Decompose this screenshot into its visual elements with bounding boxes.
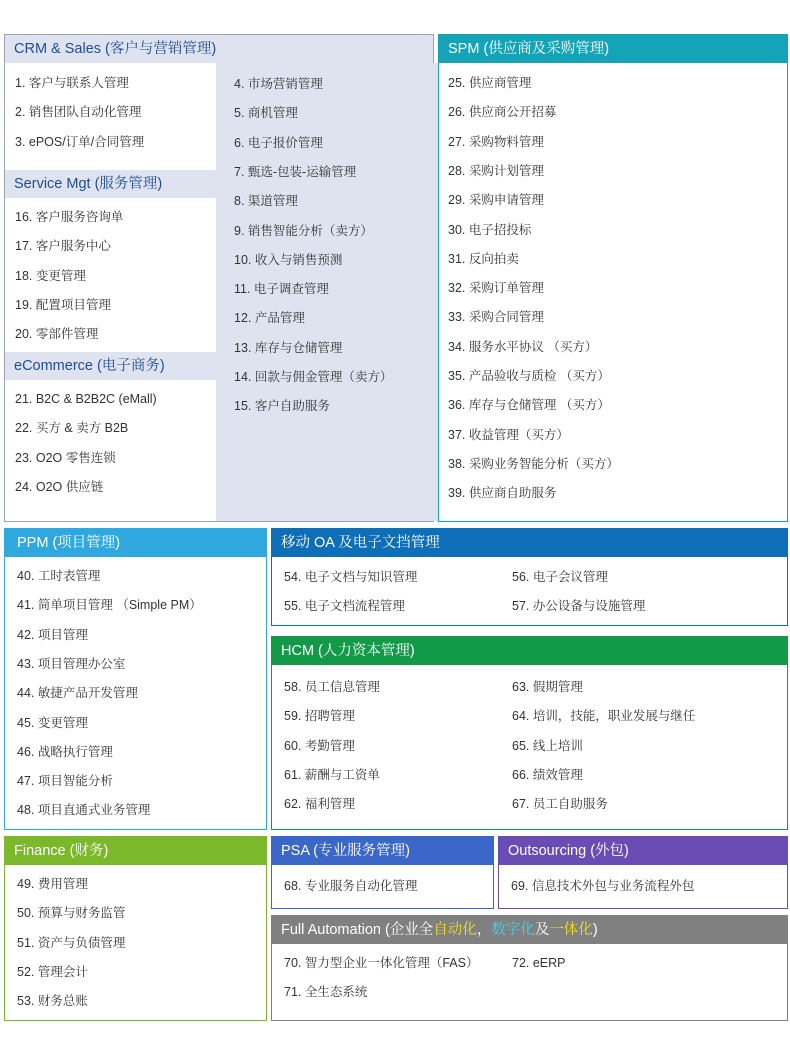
list-item: 60. 考勤管理: [284, 738, 355, 753]
list-item: 1. 客户与联系人管理: [15, 76, 129, 90]
crm-right-column: [216, 63, 438, 521]
ppm-header: PPM (项目管理): [5, 529, 266, 557]
full-title-sep: ，: [476, 922, 492, 938]
psa-header: PSA (专业服务管理): [272, 837, 493, 865]
list-item: 33. 采购合同管理: [448, 310, 544, 325]
hcm-header: HCM (人力资本管理): [272, 637, 787, 665]
list-item: 72. eERP: [512, 956, 566, 970]
list-item: 23. O2O 零售连锁: [15, 450, 116, 465]
list-item: 62. 福利管理: [284, 797, 355, 812]
list-item: 69. 信息技术外包与业务流程外包: [511, 879, 695, 893]
list-item: 64. 培训，技能，职业发展与继任: [512, 709, 696, 724]
crm-panel: [4, 34, 434, 522]
list-item: 40. 工时表管理: [17, 569, 101, 583]
service-header: Service Mgt (服务管理): [5, 170, 216, 198]
list-item: 10. 收入与销售预测: [234, 252, 343, 267]
ecommerce-header: eCommerce (电子商务): [5, 352, 216, 380]
list-item: 37. 收益管理（买方）: [448, 427, 569, 442]
list-item: 58. 员工信息管理: [284, 680, 380, 694]
list-item: 18. 变更管理: [15, 268, 86, 283]
list-item: 51. 资产与负债管理: [17, 935, 126, 950]
full-title-and: 及: [534, 922, 550, 938]
list-item: 11. 电子调查管理: [234, 282, 329, 297]
list-item: 13. 库存与仓储管理: [234, 340, 343, 355]
hcm-panel: [271, 636, 788, 830]
full-title-digital: 数字化: [491, 922, 535, 938]
list-item: 52. 管理会计: [17, 964, 88, 979]
list-item: 15. 客户自助服务: [234, 399, 330, 414]
oa-header: 移动 OA 及电子文挡管理: [272, 529, 787, 557]
list-item: 14. 回款与佣金管理（卖方）: [234, 370, 393, 384]
list-item: 7. 甄选-包装-运输管理: [234, 164, 357, 179]
list-item: 30. 电子招投标: [448, 222, 532, 237]
list-item: 39. 供应商自助服务: [448, 486, 557, 501]
list-item: 61. 薪酬与工资单: [284, 767, 380, 782]
psa-panel: [271, 836, 494, 909]
list-item: 8. 渠道管理: [234, 194, 298, 209]
full-title-suffix: ): [592, 922, 598, 938]
list-item: 67. 员工自助服务: [512, 797, 608, 812]
list-item: 16. 客户服务咨询单: [15, 210, 124, 224]
list-item: 5. 商机管理: [234, 106, 298, 121]
outsourcing-header: Outsourcing (外包): [499, 837, 787, 865]
list-item: 35. 产品验收与质检 （买方）: [448, 369, 610, 383]
spm-panel: [438, 34, 788, 522]
list-item: 20. 零部件管理: [15, 327, 99, 342]
list-item: 24. O2O 供应链: [15, 479, 104, 494]
finance-panel: [4, 836, 267, 1021]
list-item: 6. 电子报价管理: [234, 135, 323, 150]
list-item: 41. 简单项目管理 （Simple PM）: [17, 598, 202, 613]
list-item: 22. 买方 & 卖方 B2B: [15, 421, 129, 436]
full-title-prefix: Full Automation (企业全: [281, 922, 434, 938]
list-item: 4. 市场营销管理: [234, 77, 323, 91]
list-item: 68. 专业服务自动化管理: [284, 879, 418, 893]
list-item: 36. 库存与仓储管理 （买方）: [448, 398, 610, 413]
list-item: 65. 线上培训: [512, 738, 583, 753]
list-item: 57. 办公设备与设施管理: [512, 599, 646, 613]
list-item: 53. 财务总账: [17, 994, 88, 1009]
list-item: 70. 智力型企业一体化管理（FAS）: [284, 956, 479, 970]
full-title-integrated: 一体化: [549, 922, 593, 938]
list-item: 59. 招聘管理: [284, 709, 355, 724]
finance-header: Finance (财务): [5, 837, 266, 865]
list-item: 46. 战略执行管理: [17, 744, 113, 759]
list-item: 55. 电子文档流程管理: [284, 599, 405, 613]
list-item: 71. 全生态系统: [284, 985, 368, 999]
list-item: 47. 项目智能分析: [17, 774, 113, 789]
list-item: 63. 假期管理: [512, 680, 583, 694]
full-automation-panel: [271, 915, 788, 1021]
list-item: 42. 项目管理: [17, 627, 88, 642]
list-item: 54. 电子文档与知识管理: [284, 570, 418, 584]
list-item: 27. 采购物料管理: [448, 134, 544, 149]
full-automation-header: [272, 916, 787, 944]
list-item: 32. 采购订单管理: [448, 281, 544, 296]
list-item: 9. 销售智能分析（卖方）: [234, 223, 373, 238]
list-item: 34. 服务水平协议 （买方）: [448, 339, 598, 354]
list-item: 28. 采购计划管理: [448, 163, 544, 178]
list-item: 48. 项目直通式业务管理: [17, 803, 151, 818]
list-item: 26. 供应商公开招募: [448, 105, 557, 120]
list-item: 31. 反向拍卖: [448, 251, 519, 266]
list-item: 21. B2C & B2B2C (eMall): [15, 392, 157, 406]
list-item: 56. 电子会议管理: [512, 570, 608, 584]
oa-panel: [271, 528, 788, 626]
list-item: 38. 采购业务智能分析（买方）: [448, 456, 619, 471]
ppm-panel: [4, 528, 267, 830]
outsourcing-panel: [498, 836, 788, 909]
list-item: 44. 敏捷产品开发管理: [17, 686, 138, 701]
list-item: 29. 采购申请管理: [448, 193, 544, 208]
list-item: 66. 绩效管理: [512, 767, 583, 782]
list-item: 17. 客户服务中心: [15, 239, 111, 254]
list-item: 25. 供应商管理: [448, 76, 532, 90]
list-item: 12. 产品管理: [234, 311, 305, 326]
list-item: 19. 配置项目管理: [15, 297, 111, 312]
list-item: 45. 变更管理: [17, 715, 88, 730]
full-title-auto: 自动化: [433, 922, 477, 938]
spm-header: SPM (供应商及采购管理): [439, 35, 787, 63]
list-item: 2. 销售团队自动化管理: [15, 105, 142, 120]
crm-header: CRM & Sales (客户与营销管理): [5, 35, 433, 63]
list-item: 3. ePOS/订单/合同管理: [15, 134, 145, 149]
list-item: 49. 费用管理: [17, 877, 88, 891]
list-item: 50. 预算与财务监管: [17, 906, 126, 921]
list-item: 43. 项目管理办公室: [17, 656, 126, 671]
